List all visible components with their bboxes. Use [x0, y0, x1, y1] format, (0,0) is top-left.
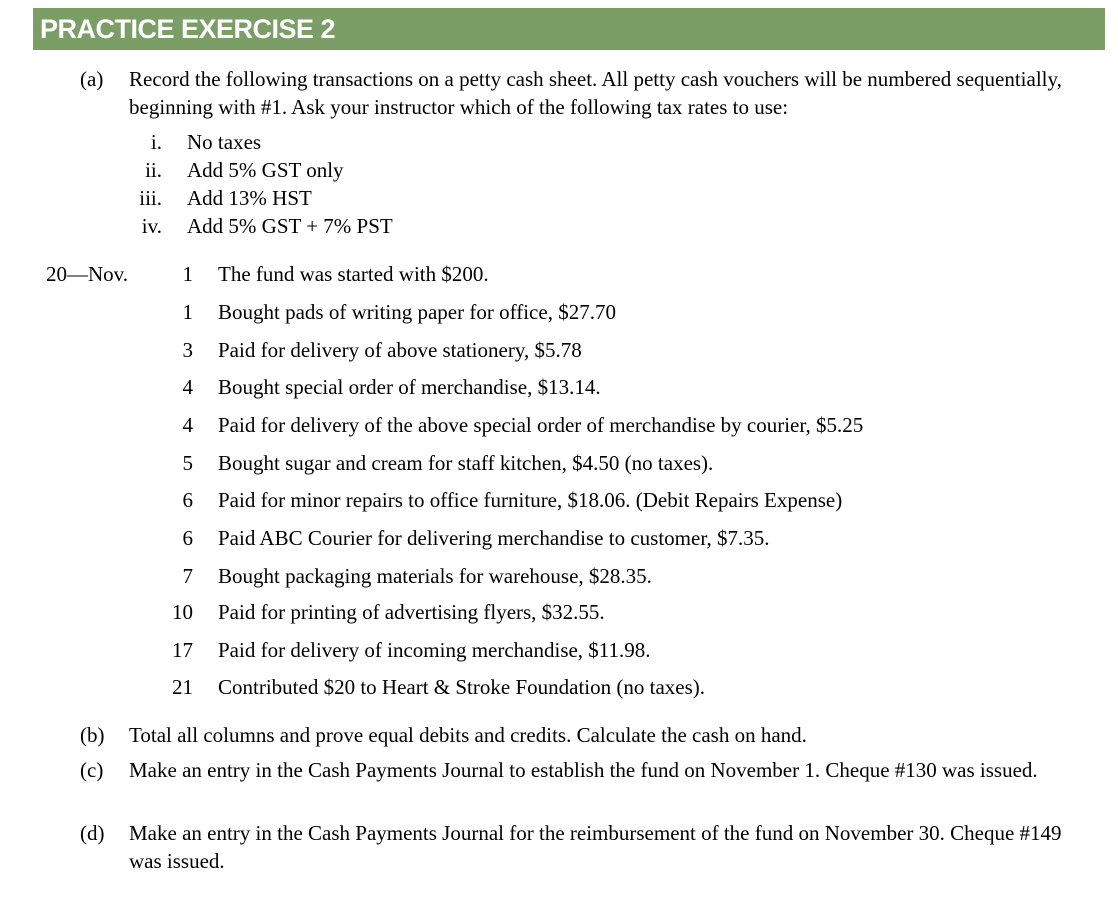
transaction-description: Bought sugar and cream for staff kitchen, $4.50 (no taxes).: [218, 451, 714, 475]
tax-option-number: ii.: [145, 158, 162, 182]
part-b-letter: (b): [80, 723, 105, 747]
transaction-day: 4: [182, 413, 193, 437]
transaction-row: [0, 372, 1118, 402]
part-a-text: Record the following transactions on a petty cash sheet. All petty cash vouchers will be numbered sequentially, beginning with #1. Ask your instructor which of the following tax rates to use:: [129, 67, 1062, 119]
transaction-row: [0, 259, 1118, 289]
part-a-letter: (a): [80, 67, 104, 91]
transaction-day: 1: [182, 300, 193, 324]
part-d: [80, 819, 1100, 877]
transaction-row: [0, 485, 1118, 515]
tax-option-number: iii.: [139, 186, 162, 210]
part-c-letter: (c): [80, 758, 104, 782]
transaction-description: Bought packaging materials for warehouse, $28.35.: [218, 564, 652, 588]
transaction-row: [0, 672, 1118, 702]
transaction-day: 10: [172, 600, 193, 624]
transaction-row: [0, 561, 1118, 591]
section-title: PRACTICE EXERCISE 2: [40, 14, 336, 44]
part-b-text: Total all columns and prove equal debits and credits. Calculate the cash on hand.: [129, 723, 807, 747]
transaction-description: Paid for minor repairs to office furniture, $18.06. (Debit Repairs Expense): [218, 488, 843, 512]
part-c-text: Make an entry in the Cash Payments Journal to establish the fund on November 1. Cheque #130 was issued.: [129, 758, 1038, 782]
transaction-day: 6: [182, 488, 193, 512]
part-c: [80, 756, 1100, 814]
transaction-description: Bought special order of merchandise, $13.14.: [218, 375, 601, 399]
transaction-day: 21: [172, 675, 193, 699]
tax-option-text: Add 5% GST only: [187, 158, 344, 182]
tax-option-text: Add 13% HST: [187, 186, 312, 210]
part-d-text: Make an entry in the Cash Payments Journal for the reimbursement of the fund on November 30. Cheque #149 was issued.: [129, 821, 1062, 873]
transaction-day: 3: [182, 338, 193, 362]
part-d-letter: (d): [80, 821, 105, 845]
transaction-date-label: 20—Nov.: [46, 262, 129, 286]
transaction-day: 1: [182, 262, 193, 286]
transaction-day: 5: [182, 451, 193, 475]
transaction-description: Contributed $20 to Heart & Stroke Foundation (no taxes).: [218, 675, 706, 699]
transaction-day: 17: [172, 638, 193, 662]
transaction-row: [0, 448, 1118, 478]
tax-option-number: iv.: [141, 214, 162, 238]
transaction-day: 6: [182, 526, 193, 550]
part-a: [80, 65, 1100, 125]
section-header-bar: [33, 8, 1105, 50]
tax-option-text: No taxes: [187, 130, 262, 154]
transaction-description: Paid for delivery of incoming merchandise, $11.98.: [218, 638, 651, 662]
transaction-row: [0, 597, 1118, 627]
transaction-description: Paid for printing of advertising flyers, $32.55.: [218, 600, 605, 624]
transaction-description: Paid for delivery of the above special order of merchandise by courier, $5.25: [218, 413, 864, 437]
transaction-row: [0, 410, 1118, 440]
transaction-row: [0, 297, 1118, 327]
transaction-row: [0, 635, 1118, 665]
transaction-description: The fund was started with $200.: [218, 262, 489, 286]
transaction-row: [0, 335, 1118, 365]
part-b: [80, 721, 1100, 751]
transaction-day: 7: [182, 564, 193, 588]
transaction-row: [0, 523, 1118, 553]
transaction-description: Paid ABC Courier for delivering merchandise to customer, $7.35.: [218, 526, 770, 550]
tax-option-text: Add 5% GST + 7% PST: [187, 214, 393, 238]
transaction-description: Paid for delivery of above stationery, $5.78: [218, 338, 582, 362]
tax-option-number: i.: [150, 130, 162, 154]
transaction-day: 4: [182, 375, 193, 399]
transaction-description: Bought pads of writing paper for office, $27.70: [218, 300, 616, 324]
